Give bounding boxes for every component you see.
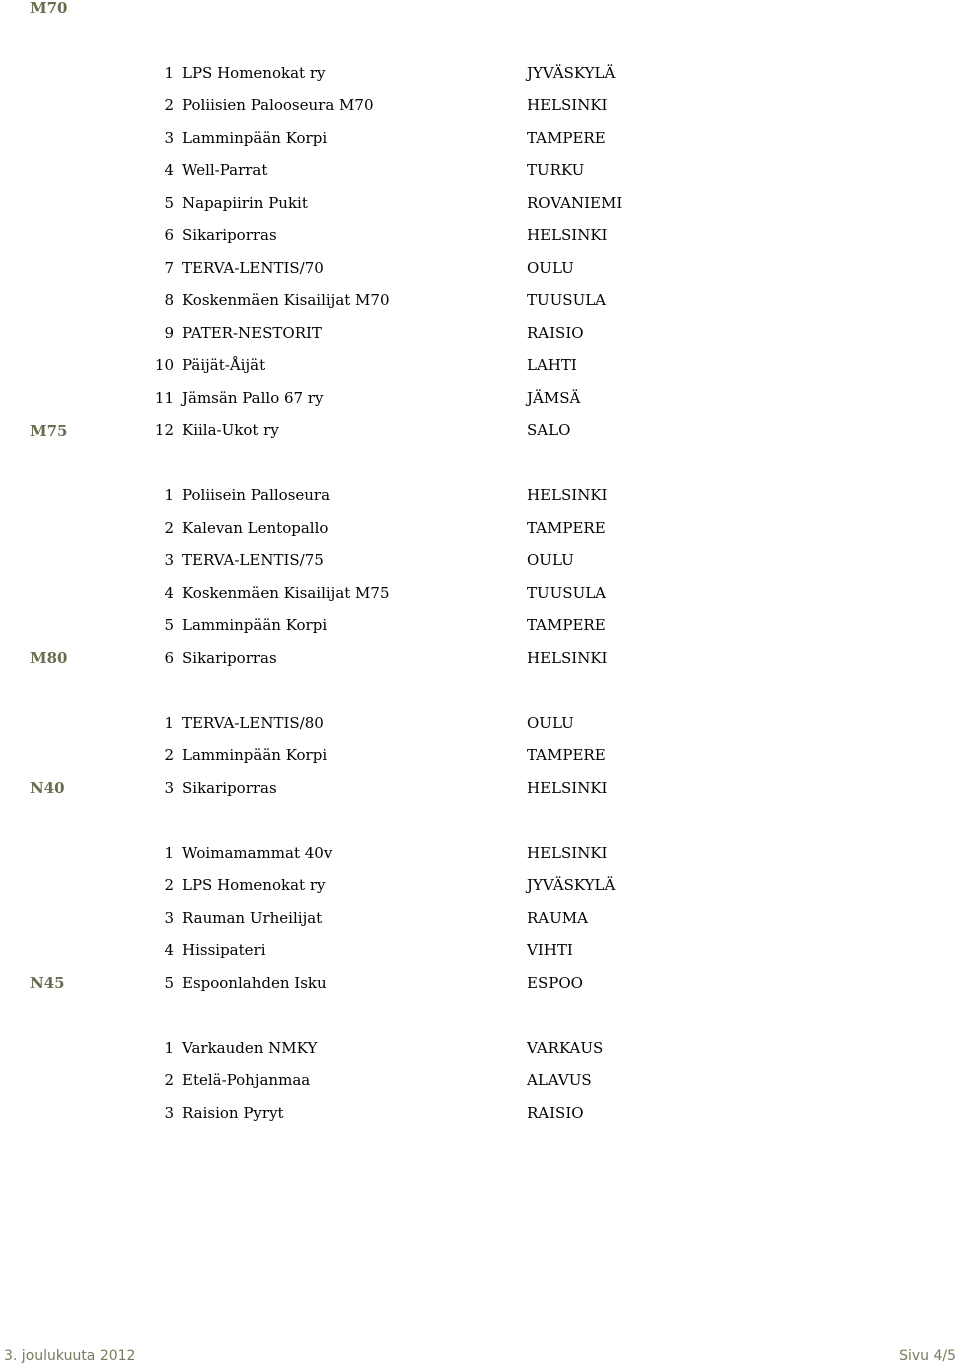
team-name: Poliisien Palooseura M70 [182, 96, 374, 114]
team-name: Etelä-Pohjanmaa [182, 1071, 311, 1089]
result-row [0, 715, 960, 764]
team-name: Well-Parrat [182, 161, 268, 179]
team-name: Koskenmäen Kisailijat M75 [182, 583, 390, 602]
result-row [0, 878, 960, 927]
team-name: Sikariporras [182, 778, 277, 797]
result-row [0, 910, 960, 959]
rank-number: 2 [164, 1071, 174, 1089]
team-name: Lamminpään Korpi [182, 746, 328, 764]
rank-number: 1 [164, 63, 174, 82]
team-name: TERVA-LENTIS/80 [182, 713, 324, 732]
rank-number: 2 [164, 876, 174, 894]
rank-number: 5 [164, 973, 174, 992]
team-city: SALO [527, 421, 571, 439]
result-row [0, 228, 960, 277]
result-row [0, 33, 960, 82]
team-city: JÄMSÄ [527, 388, 581, 407]
team-city: TURKU [527, 161, 585, 179]
result-row [0, 455, 960, 504]
result-row [0, 293, 960, 342]
team-city: HELSINKI [527, 96, 608, 114]
team-city: RAUMA [527, 908, 588, 927]
result-row [0, 1040, 960, 1089]
result-row [0, 683, 960, 732]
team-city: HELSINKI [527, 648, 608, 667]
result-row [0, 65, 960, 114]
rank-number: 4 [164, 161, 174, 179]
rank-number: 3 [164, 1103, 174, 1122]
result-row [0, 260, 960, 309]
result-row [0, 195, 960, 244]
result-row [0, 1073, 960, 1122]
team-city: TAMPERE [527, 518, 606, 537]
team-city: HELSINKI [527, 778, 608, 797]
category-label: N45 [30, 974, 65, 992]
rank-number: 10 [154, 356, 174, 374]
category-label: M70 [30, 0, 68, 17]
rank-number: 1 [164, 713, 174, 732]
rank-number: 5 [164, 616, 174, 634]
rank-number: 5 [164, 193, 174, 212]
result-row [0, 845, 960, 894]
rank-number: 6 [164, 226, 174, 244]
team-name: Rauman Urheilijat [182, 908, 323, 927]
team-city: HELSINKI [527, 226, 608, 244]
team-city: OULU [527, 551, 574, 569]
result-row [0, 813, 960, 862]
rank-number: 12 [154, 421, 174, 439]
team-name: Woimamammat 40v [182, 843, 333, 862]
team-name: Päijät-Åijät [182, 356, 266, 374]
team-city: TAMPERE [527, 128, 606, 147]
category-label: M80 [30, 649, 68, 667]
team-name: TERVA-LENTIS/70 [182, 258, 324, 277]
rank-number: 3 [164, 908, 174, 927]
result-row [0, 325, 960, 374]
team-city: LAHTI [527, 356, 577, 374]
team-city: ALAVUS [527, 1071, 592, 1089]
rank-number: 4 [164, 941, 174, 959]
rank-number: 2 [164, 96, 174, 114]
rank-number: 2 [164, 518, 174, 537]
team-name: LPS Homenokat ry [182, 876, 326, 894]
rank-number: 7 [164, 258, 174, 277]
result-row [0, 553, 960, 602]
team-city: ESPOO [527, 973, 583, 992]
team-name: Hissipateri [182, 941, 266, 959]
result-row [0, 358, 960, 407]
result-row [0, 163, 960, 212]
team-city: TAMPERE [527, 616, 606, 634]
team-name: Jämsän Pallo 67 ry [182, 388, 324, 407]
team-name: Lamminpään Korpi [182, 616, 328, 634]
team-name: Espoonlahden Isku [182, 973, 327, 992]
team-name: PATER-NESTORIT [182, 323, 322, 342]
rank-number: 1 [164, 843, 174, 862]
team-city: VARKAUS [527, 1038, 604, 1057]
team-city: TUUSULA [527, 583, 606, 602]
team-city: JYVÄSKYLÄ [527, 63, 616, 82]
rank-number: 3 [164, 778, 174, 797]
result-row [0, 488, 960, 537]
team-city: OULU [527, 713, 574, 732]
footer-page-number: Sivu 4/5 [899, 1348, 956, 1364]
team-name: Lamminpään Korpi [182, 128, 328, 147]
result-row [0, 520, 960, 569]
team-city: JYVÄSKYLÄ [527, 876, 616, 894]
team-name: Raision Pyryt [182, 1103, 284, 1122]
rank-number: 3 [164, 551, 174, 569]
rank-number: 1 [164, 1038, 174, 1057]
team-city: OULU [527, 258, 574, 277]
result-row [0, 98, 960, 147]
team-city: RAISIO [527, 1103, 584, 1122]
footer-date: 3. joulukuuta 2012 [4, 1348, 136, 1364]
result-row [0, 1008, 960, 1057]
category-label: N40 [30, 779, 65, 797]
result-row [0, 130, 960, 179]
team-name: Kiila-Ukot ry [182, 421, 279, 439]
rank-number: 3 [164, 128, 174, 147]
team-name: Varkauden NMKY [182, 1038, 318, 1057]
rank-number: 11 [154, 388, 174, 407]
rank-number: 9 [164, 323, 174, 342]
rank-number: 6 [164, 648, 174, 667]
team-city: TAMPERE [527, 746, 606, 764]
team-name: Napapiirin Pukit [182, 193, 308, 212]
team-name: TERVA-LENTIS/75 [182, 551, 324, 569]
rank-number: 1 [164, 486, 174, 504]
team-city: VIHTI [527, 941, 573, 959]
team-city: ROVANIEMI [527, 193, 623, 212]
page-footer [0, 1346, 960, 1366]
team-name: Poliisein Palloseura [182, 486, 331, 504]
team-city: HELSINKI [527, 843, 608, 862]
rank-number: 4 [164, 583, 174, 602]
team-name: Sikariporras [182, 648, 277, 667]
rank-number: 2 [164, 746, 174, 764]
team-name: Koskenmäen Kisailijat M70 [182, 291, 390, 309]
team-name: Kalevan Lentopallo [182, 518, 329, 537]
team-city: RAISIO [527, 323, 584, 342]
team-name: LPS Homenokat ry [182, 63, 326, 82]
team-name: Sikariporras [182, 226, 277, 244]
team-city: TUUSULA [527, 291, 606, 309]
rank-number: 8 [164, 291, 174, 309]
team-city: HELSINKI [527, 486, 608, 504]
category-label: M75 [30, 421, 68, 440]
result-row [0, 585, 960, 634]
